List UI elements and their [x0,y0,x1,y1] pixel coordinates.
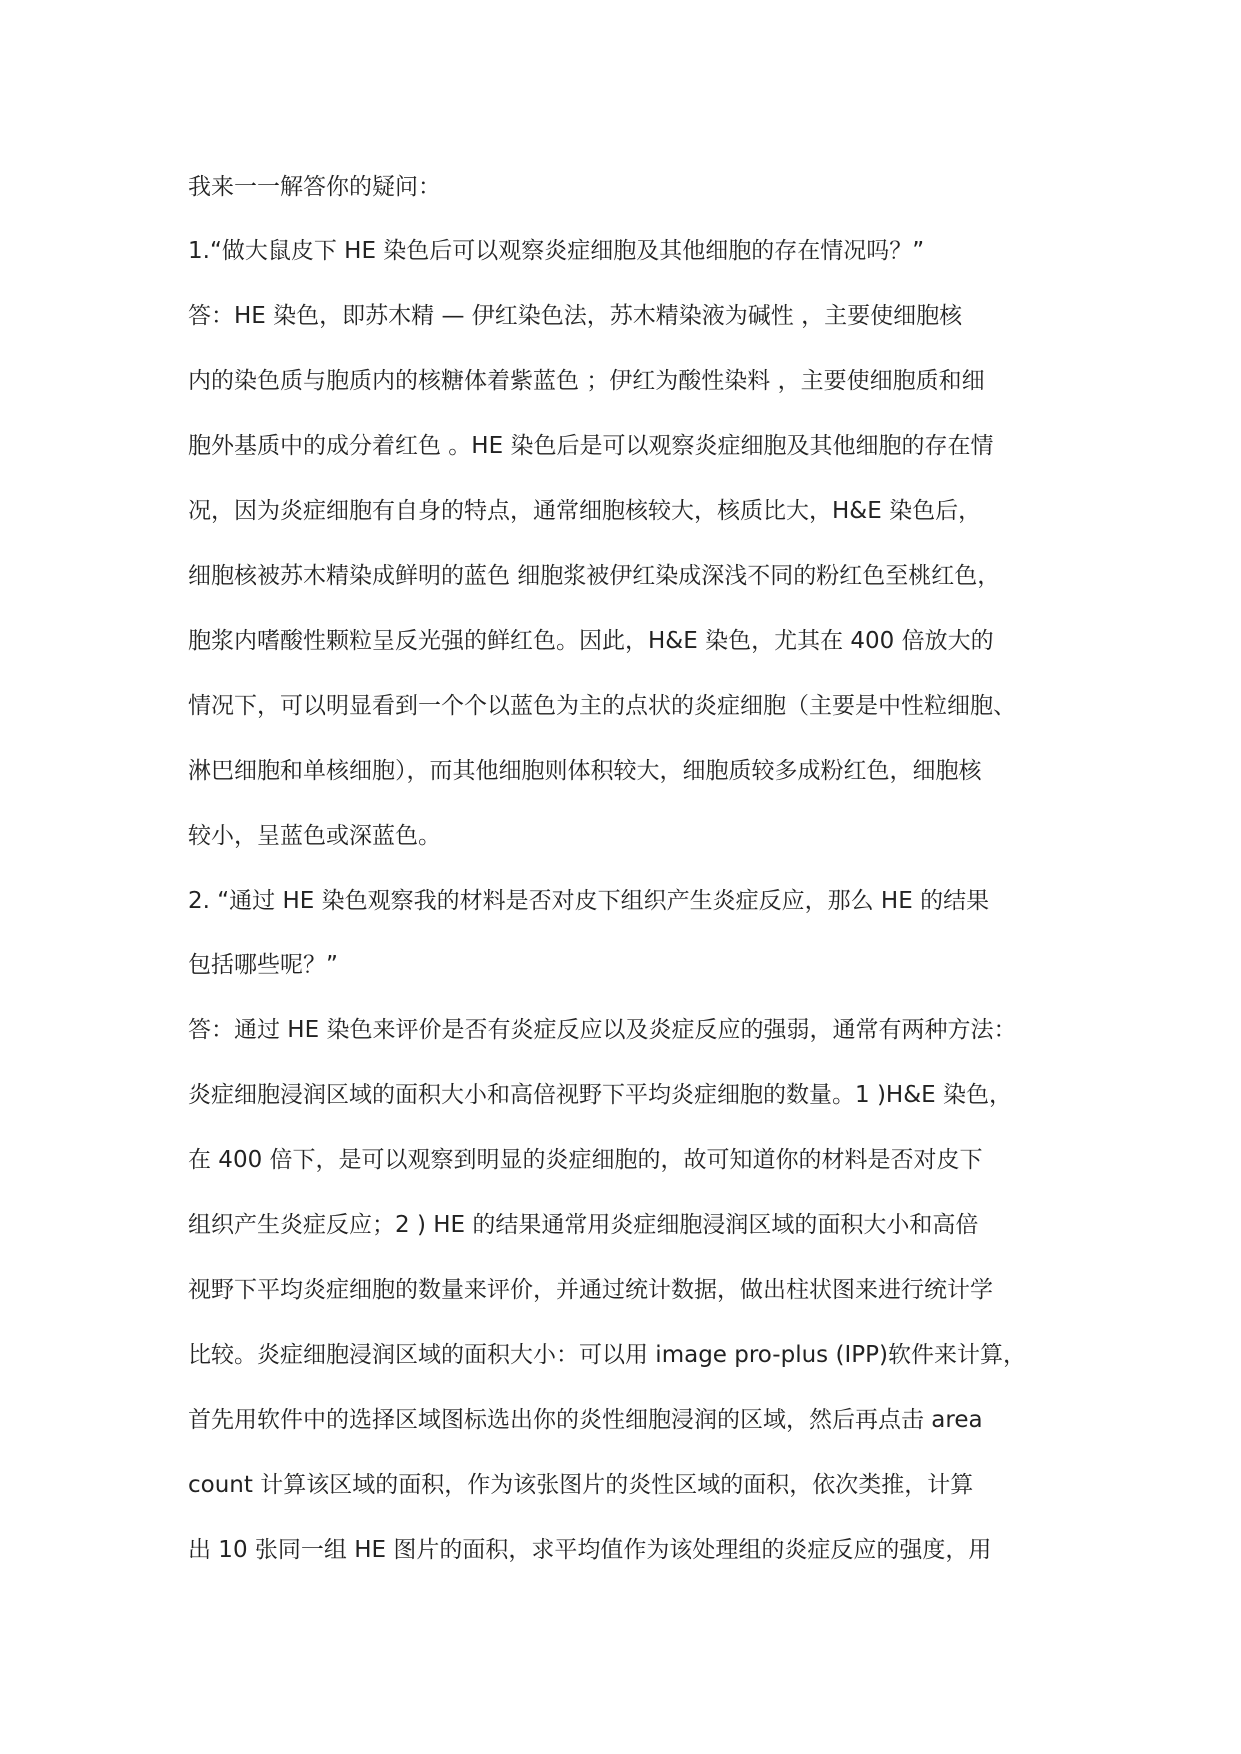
text-line: 在 400 倍下，是可以观察到明显的炎症细胞的，故可知道你的材料是否对皮下 [188,1147,983,1173]
text-line: 细胞核被苏木精染成鲜明的蓝色 细胞浆被伊红染成深浅不同的粉红色至桃红色， [188,563,1001,589]
text-line: 比较。炎症细胞浸润区域的面积大小：可以用 image pro-plus (IPP)软件来计算， [188,1342,1026,1368]
text-line: 组织产生炎症反应；2 ) HE 的结果通常用炎症细胞浸润区域的面积大小和高倍 [188,1212,979,1238]
text-line: 胞外基质中的成分着红色 。HE 染色后是可以观察炎症细胞及其他细胞的存在情 [188,433,994,459]
text-line: 况，因为炎症细胞有自身的特点，通常细胞核较大，核质比大，H&E 染色后， [188,498,982,524]
text-line: 包括哪些呢？” [188,952,338,978]
text-line: 2. “通过 HE 染色观察我的材料是否对皮下组织产生炎症反应，那么 HE 的结果 [188,888,990,914]
text-line: 内的染色质与胞质内的核糖体着紫蓝色 ；伊红为酸性染料 ，主要使细胞质和细 [188,368,985,394]
text-line: 淋巴细胞和单核细胞），而其他细胞则体积较大，细胞质较多成粉红色，细胞核 [188,758,982,784]
text-line: 首先用软件中的选择区域图标选出你的炎性细胞浸润的区域，然后再点击 area [188,1407,983,1433]
text-line: 答：通过 HE 染色来评价是否有炎症反应以及炎症反应的强弱，通常有两种方法： [188,1017,1017,1043]
text-line: 炎症细胞浸润区域的面积大小和高倍视野下平均炎症细胞的数量。1 )H&E 染色， [188,1082,1012,1108]
text-line: 出 10 张同一组 HE 图片的面积，求平均值作为该处理组的炎症反应的强度，用 [188,1537,992,1563]
text-line: 较小，呈蓝色或深蓝色。 [188,823,441,849]
text-line: 视野下平均炎症细胞的数量来评价，并通过统计数据，做出柱状图来进行统计学 [188,1277,993,1303]
text-line: 我来一一解答你的疑问： [188,174,441,200]
text-line: 1.“做大鼠皮下 HE 染色后可以观察炎症细胞及其他细胞的存在情况吗？” [188,238,925,264]
text-line: 胞浆内嗜酸性颗粒呈反光强的鲜红色。因此，H&E 染色，尤其在 400 倍放大的 [188,628,994,654]
text-line: 答：HE 染色，即苏木精 — 伊红染色法，苏木精染液为碱性 ，主要使细胞核 [188,303,963,329]
text-line: count 计算该区域的面积，作为该张图片的炎性区域的面积，依次类推，计算 [188,1472,974,1498]
text-line: 情况下，可以明显看到一个个以蓝色为主的点状的炎症细胞（主要是中性粒细胞、 [188,693,1016,719]
